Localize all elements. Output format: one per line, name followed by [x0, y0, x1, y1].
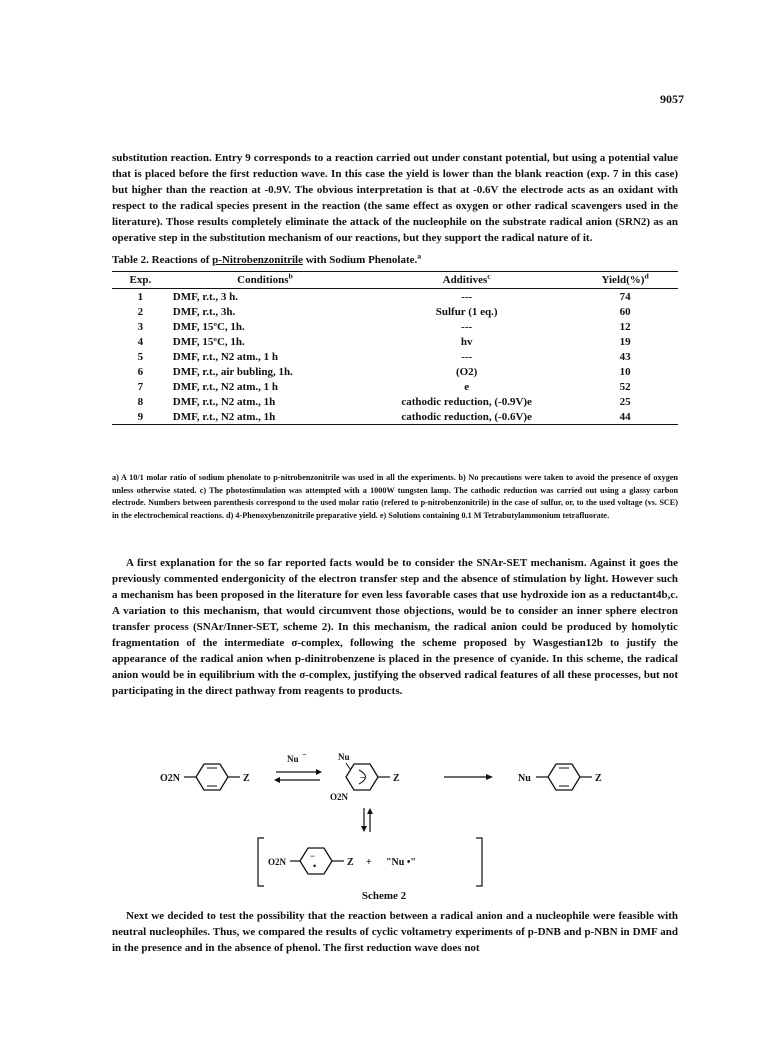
cell-additives: ---: [461, 290, 473, 303]
table-row: [112, 349, 678, 364]
cell-additives: cathodic reduction, (-0.6V)e: [361, 409, 572, 425]
arrow-nucleophile-label: Nu: [287, 754, 299, 764]
table-footnote: a) A 10/1 molar ratio of sodium phenolate to p-nitrobenzonitrile was used in all the experiments. b) No precautions were taken to avoid the presence of oxygen unless otherwise stated. c) The photostimulation was attempted with a 1000W tungsten lamp. The cathodic reduction was carried out using a glassy carbon electrode. Numbers between parenthesis correspond to the used molar ratio (refered to p-nitrobenzonitrile) in the case of sulfur, or, to the used voltage (vs. SCE) in the electrochemical reactions. d) 4-Phenoxybenzonitrile preparative yield. e) Solutions containing 0.1 M Tetrabutylammonium tetrafluorate.: [112, 473, 678, 520]
cell-yield: 19: [619, 335, 631, 348]
table-row: [112, 319, 678, 334]
table-title-footnote-mark: a: [417, 251, 422, 261]
table-title-compound: p-Nitrobenzonitrile: [212, 254, 303, 266]
complex-z-label: Z: [393, 773, 400, 784]
header-additives: [361, 272, 572, 289]
radical-z-label: Z: [347, 857, 354, 868]
table-row: [112, 394, 678, 409]
cell-yield: 60: [619, 305, 631, 318]
header-additives-label: Additives: [442, 274, 488, 286]
scheme-caption: Scheme 2: [361, 890, 407, 902]
table-title-pre: Reactions of: [151, 254, 213, 266]
table-row: [112, 379, 678, 394]
header-additives-mark: c: [487, 271, 491, 281]
body-paragraph-3: Next we decided to test the possibility that the reaction between a radical anion and a nucleophile were feasible with neutral nucleophiles. Thus, we compared the results of cyclic voltametry experiments of p-DNB and p-NBN in DMF and in the presence and in the absence of phenol. The first reduction wave does not: [112, 910, 678, 954]
cell-yield: 44: [572, 409, 678, 425]
cell-conditions: DMF, 15ºC, 1h.: [172, 320, 245, 333]
cell-conditions: DMF, 15ºC, 1h.: [172, 335, 245, 348]
reactant-no2-label: O2N: [160, 773, 180, 784]
cell-conditions: DMF, r.t., 3 h.: [172, 290, 238, 303]
radical-pair: [258, 838, 482, 886]
cell-exp: 9: [112, 409, 169, 425]
cell-conditions: DMF, r.t., air bubling, 1h.: [172, 365, 293, 378]
cell-additives: cathodic reduction, (-0.9V)e: [401, 395, 532, 408]
cell-exp: 1: [137, 290, 144, 303]
table-label: Table 2.: [112, 254, 149, 266]
results-table: [112, 271, 678, 425]
cell-exp: 8: [137, 395, 144, 408]
header-yield: [572, 272, 678, 289]
cell-exp: 4: [137, 335, 144, 348]
table-row: [112, 364, 678, 379]
radical-charge-minus: −: [310, 851, 316, 861]
left-bracket: [258, 838, 264, 886]
cell-yield: 12: [619, 320, 631, 333]
cell-additives: Sulfur (1 eq.): [435, 305, 498, 318]
header-yield-label: Yield(%): [601, 274, 645, 286]
product-nu-label: Nu: [518, 773, 531, 784]
header-conditions: [169, 272, 361, 289]
plus-sign: +: [366, 857, 372, 868]
cell-additives: e: [464, 380, 470, 393]
cell-additives: ---: [461, 350, 473, 363]
cell-yield: 25: [619, 395, 631, 408]
table-header-row: [112, 272, 678, 289]
header-yield-mark: d: [644, 271, 649, 281]
cell-exp: 3: [137, 320, 144, 333]
product-arrow-head: [486, 774, 493, 780]
table-row: [112, 304, 678, 319]
cell-additives: (O2): [455, 365, 478, 378]
cell-conditions: DMF, r.t., N2 atm., 1 h: [172, 350, 279, 363]
body-paragraph-1: substitution reaction. Entry 9 corresponds to a reaction carried out under constant potential, but using a potential value that is placed before the first reduction wave. In this case the yield is lower than the blank reaction (exp. 7 in this case) but higher than the reaction at -0.9V. The obvious interpretation is that at -0.6V the electrode acts as an oxidant with respect to the radical species present in the reaction (the same effect as oxygen or other radical scavengers used in the literature). Those results completely eliminate the attack of the nucleophile on the substrate radical anion (SRN2) as an operative step in the substitution mechanism of our reactions, but they support the radical nature of it.: [112, 152, 678, 244]
cell-exp: 5: [137, 350, 144, 363]
table-title-post: with Sodium Phenolate.: [302, 254, 418, 266]
reactant-z-label: Z: [243, 773, 250, 784]
cell-conditions: DMF, r.t., N2 atm., 1 h: [172, 380, 279, 393]
cell-exp: 7: [137, 380, 144, 393]
cell-exp: 2: [137, 305, 144, 318]
header-exp: Exp.: [112, 272, 169, 289]
vertical-equilibrium-arrows: [361, 808, 373, 832]
page-number: 9057: [660, 92, 684, 106]
radical-no2-label: O2N: [268, 857, 286, 867]
cell-conditions: DMF, r.t., 3h.: [172, 305, 236, 318]
cell-yield: 74: [619, 290, 631, 303]
header-conditions-label: Conditions: [237, 274, 289, 286]
down-arrow-head: [361, 826, 367, 832]
cell-additives: hv: [460, 335, 473, 348]
product-arrow: [444, 774, 493, 780]
cell-yield: 10: [619, 365, 631, 378]
cell-conditions: DMF, r.t., N2 atm., 1h: [169, 409, 361, 425]
product-structure: [518, 764, 602, 790]
arrow-charge-minus: −: [302, 752, 307, 759]
reverse-arrow-head: [274, 777, 280, 783]
nu-radical-label: "Nu •": [386, 857, 416, 868]
complex-no2-label: O2N: [330, 792, 348, 802]
cell-conditions: DMF, r.t., N2 atm., 1h: [172, 395, 276, 408]
radical-dot: •: [313, 861, 317, 871]
header-conditions-mark: b: [288, 271, 293, 281]
product-z-label: Z: [595, 773, 602, 784]
cell-exp: 6: [137, 365, 144, 378]
table-row: [112, 409, 678, 425]
reactant-structure: [160, 764, 250, 790]
cell-yield: 43: [619, 350, 631, 363]
table-title: [112, 251, 422, 266]
complex-charge: −: [360, 773, 366, 784]
reaction-scheme: [160, 752, 620, 892]
bond-line: [346, 763, 350, 769]
cell-additives: ---: [461, 320, 473, 333]
complex-nu-label: Nu: [338, 752, 350, 762]
table-row: [112, 289, 678, 305]
cell-yield: 52: [619, 380, 631, 393]
sigma-complex-structure: [330, 752, 400, 802]
forward-arrow-head: [316, 769, 322, 775]
right-bracket: [476, 838, 482, 886]
up-arrow-head: [367, 808, 373, 814]
equilibrium-arrow: [274, 752, 322, 783]
body-paragraph-2: A first explanation for the so far reported facts would be to consider the SNAr-SET mechanism. Against it goes the previously commented endergonicity of the electron transfer step and the absence of stimulation by light. However such a mechanism has been proposed in the literature for even less favorable cases that use hydroxide ion as a reductant4b,c. A variation to this mechanism, that would circumvent those objections, would be to consider an inner sphere electron transfer process (SNAr/Inner-SET, scheme 2). In this mechanism, the radical anion could be produced by homolytic fragmentation of the intermediate σ-complex, following the scheme proposed by Wasgestian12b to justify the appearance of the radical anion when p-dinitrobenzene is placed in the presence of cyanide. In this scheme, the radical anion would be in equilibrium with the σ-complex, justifying the observed radical features of all these processes, but not participating in the direct pathway from reagents to products.: [112, 557, 678, 697]
table-row: [112, 334, 678, 349]
